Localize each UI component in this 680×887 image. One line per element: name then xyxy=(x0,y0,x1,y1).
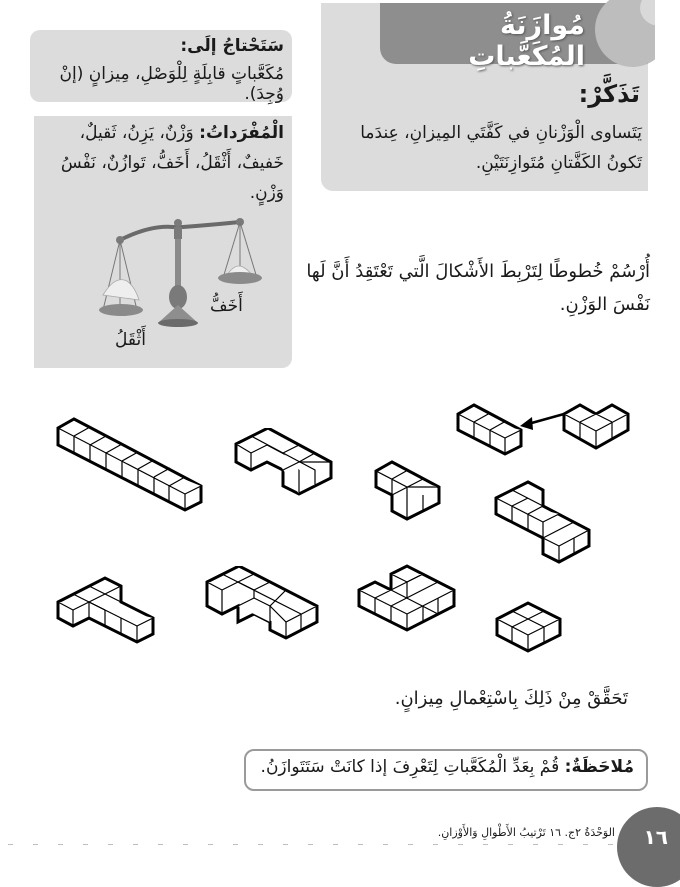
check-instruction: تَحَقَّقْ مِنْ ذَلِكَ بِاسْتِعْمالِ مِيزانٍ. xyxy=(394,688,628,709)
cube-shape-l-three[interactable] xyxy=(561,398,633,456)
cube-shape-tee-4[interactable] xyxy=(373,455,441,521)
vocabulary-text xyxy=(40,118,284,208)
cube-shape-step-5[interactable] xyxy=(233,428,335,508)
cube-shape-three-in-row[interactable] xyxy=(455,398,525,456)
note-body: قُمْ بِعَدِّ الْمُكَعَّباتِ لِتَعْرِفَ إذا كانَتْ سَتَتَوازَنُ. xyxy=(260,757,560,777)
cube-shape-t-6[interactable] xyxy=(55,570,157,648)
cube-shape-block-7[interactable] xyxy=(356,558,458,636)
note-text xyxy=(254,757,634,777)
instruction-text: أُرْسُمْ خُطوطًا لِتَرْبِطَ الأَشْكالَ الَّتي تَعْتَقِدُ أَنَّ لَها نَفْسَ الوَزْنِ. xyxy=(306,261,650,315)
lighter-label: أَخَفُّ xyxy=(210,296,243,316)
cube-shape-zig-6[interactable] xyxy=(493,480,593,572)
heavier-label: أَثْقَلُ xyxy=(115,330,146,350)
page-number: ١٦ xyxy=(643,825,668,849)
cube-shape-straight-8[interactable] xyxy=(55,412,205,522)
materials-heading: سَتَحْتاجُ إلَى: xyxy=(180,36,284,56)
page-cut-line xyxy=(8,844,628,845)
vocabulary-label: الْمُفْرَداتُ: xyxy=(199,123,284,143)
note-label: مُلاحَظَةٌ: xyxy=(564,757,634,777)
footer-text: الوَحْدَةُ ٢ج. ١٦ تَرْتيبُ الأَطْوالِ وَالأَوْزانِ. xyxy=(437,826,615,839)
page-margin xyxy=(655,0,680,886)
page-title: مُوازَنَةُ المُكَعَّباتِ xyxy=(468,10,585,72)
vocabulary-words: وَزْنٌ، يَزِنُ، ثَقيلٌ، خَفيفٌ، أَثْقَلُ، أَخَفُّ، تَوازُنٌ، نَفْسُ وَزْنٍ. xyxy=(60,123,284,203)
cube-shape-stair-7[interactable] xyxy=(204,566,322,650)
remember-text: يَتَساوى الْوَزْنانِ في كَفَّتَي المِيزانِ، عِندَما تَكونُ الكَفَّتانِ مُتَوازِنَتَيْنِ. xyxy=(360,123,642,173)
cube-shape-square-4[interactable] xyxy=(494,601,564,655)
materials-text: مُكَعَّباتٍ قابِلَةٍ لِلْوَصْلِ، مِيزانٍ (إنْ وُجِدَ). xyxy=(59,64,284,104)
remember-heading: تَذَكَّرْ: xyxy=(578,80,640,108)
